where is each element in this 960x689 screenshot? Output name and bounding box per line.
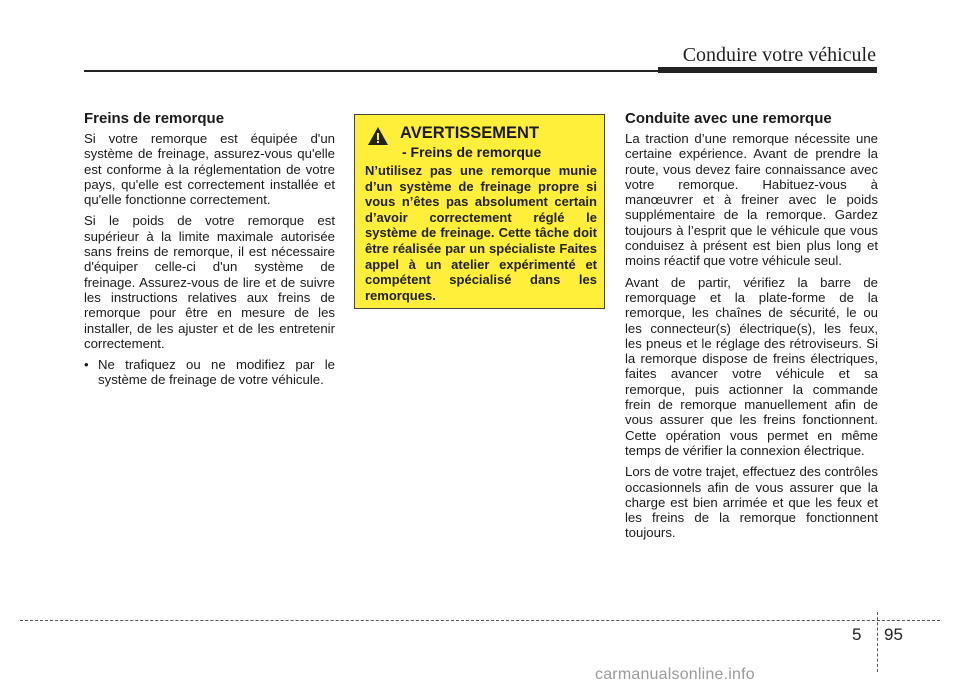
paragraph: Si le poids de votre remorque est supérieur à la limite maximale autorisée sans freins de remorque, il est nécessaire d'équiper celle-ci d'un système de freinage. Assurez-vous de lire et de suivre les instructions relatives aux freins de remorque pour être en mesure de les installer, de les ajuster et de les entretenir correctement. bbox=[84, 213, 335, 351]
left-column bbox=[84, 110, 335, 388]
page-number-divider bbox=[877, 612, 878, 672]
paragraph: Si votre remorque est équipée d'un système de freinage, assurez-vous qu'elle est conforme à la réglementation de votre pays, qu'elle est correctement installée et qu'elle fonctionne correctement. bbox=[84, 131, 335, 208]
warning-triangle-icon bbox=[367, 126, 389, 146]
paragraph: Avant de partir, vérifiez la barre de remorquage et la plate-forme de la remorque, les chaînes de sécurité, le ou les connecteur(s) électrique(s), les feux, les pneus et le réglage des rétroviseurs. Si la remorque dispose de freins électriques, faites avancer votre véhicule et sa remorque, puis actionner la commande frein de remorque manuellement afin de vous assurer que les freins fonctionnent. Cette opération vous permet en même temps de vérifier la connexion électrique. bbox=[625, 274, 878, 458]
section-heading-trailer-brakes: Freins de remorque bbox=[84, 110, 225, 127]
warning-subtitle: - Freins de remorque bbox=[402, 144, 542, 160]
paragraph: La traction d’une remorque nécessite une certaine expérience. Avant de prendre la route, vous devez faire connaissance avec votre remorque. Habituez-vous à manœuvrer et à freiner avec le poids supplémentaire de la remorque. Gardez toujours à l’esprit que le véhicule que vous conduisez à présent est bien plus long et moins réactif que votre véhicule seul. bbox=[625, 131, 878, 269]
right-column bbox=[625, 110, 878, 547]
footer-rule bbox=[20, 620, 940, 621]
watermark: carmanualsonline.info bbox=[595, 666, 755, 683]
bullet-text: Ne trafiquez ou ne modifiez par le système de freinage de votre véhicule. bbox=[98, 357, 335, 388]
warning-box bbox=[354, 114, 605, 309]
page-header-title: Conduire votre véhicule bbox=[682, 44, 876, 66]
section-heading-towing: Conduite avec une remorque bbox=[625, 110, 832, 127]
warning-body: N’utilisez pas une remorque munie d’un système de freinage propre si vous n’êtes pas absolument certain d’avoir correctement réglé le système de freinage. Cette tâche doit être réalisée par un spécialiste Faites appel à un atelier expérimenté et compétent spécialisé dans les remorques. bbox=[365, 163, 597, 303]
chapter-number: 5 bbox=[852, 625, 862, 644]
warning-title: AVERTISSEMENT bbox=[400, 124, 540, 142]
header-rule-accent bbox=[658, 67, 877, 73]
bullet-item bbox=[84, 357, 335, 388]
paragraph: Lors de votre trajet, effectuez des contrôles occasionnels afin de vous assurer que la charge est bien arrimée et que les feux et les freins de la remorque fonctionnent toujours. bbox=[625, 464, 878, 541]
page-number: 95 bbox=[884, 625, 903, 644]
bullet-dot-icon: • bbox=[84, 357, 89, 373]
